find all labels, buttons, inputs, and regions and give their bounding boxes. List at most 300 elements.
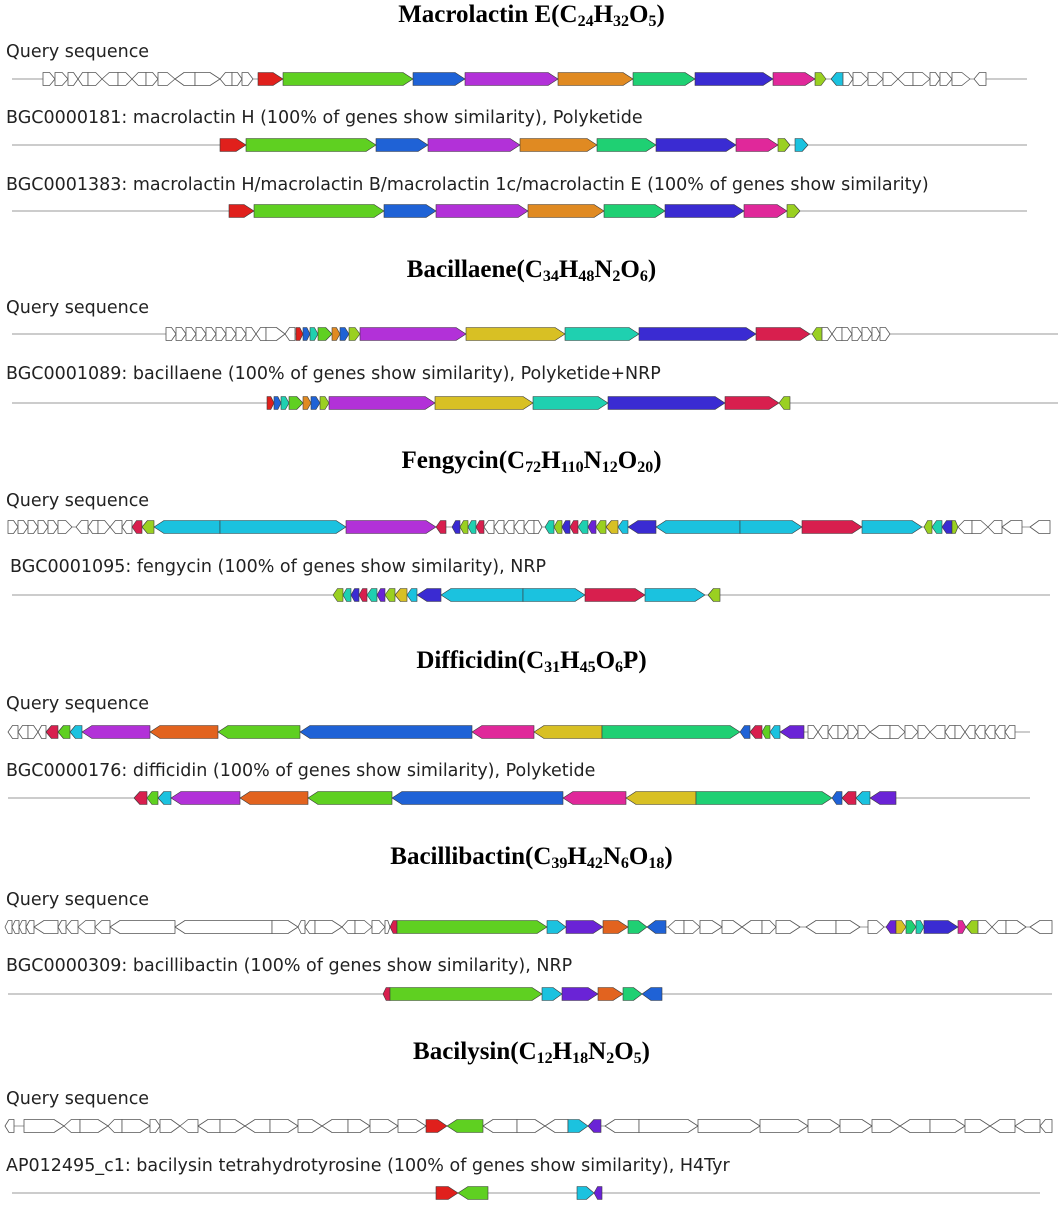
gene-arrow (78, 73, 88, 86)
gene-arrow (132, 73, 146, 86)
gene-arrow (346, 521, 436, 534)
formula-element: H (558, 256, 579, 283)
gene-arrow (332, 328, 340, 341)
gene-arrow (930, 726, 945, 739)
gene-arrow (880, 328, 890, 341)
gene-arrow (266, 328, 285, 341)
gene-arrow (18, 726, 28, 739)
gene-arrow (842, 328, 852, 341)
gene-arrow (122, 1120, 150, 1133)
gene-arrow (342, 921, 355, 934)
gene-arrow (570, 521, 578, 534)
gene-arrow (78, 921, 95, 934)
gene-arrow (778, 139, 790, 152)
gene-arrow (272, 921, 298, 934)
gene-arrow (578, 521, 588, 534)
gene-track (0, 583, 1063, 607)
gene-arrow (12, 921, 19, 934)
gene-arrow (985, 726, 995, 739)
gene-arrow (924, 921, 958, 934)
gene-arrow (64, 1120, 80, 1133)
formula (526, 647, 638, 674)
gene-arrow (795, 139, 808, 152)
gene-arrow (832, 792, 842, 805)
formula-element: O (614, 1038, 634, 1065)
gene-arrow (390, 921, 397, 934)
gene-track (0, 1114, 1063, 1138)
gene-arrow (8, 521, 18, 534)
gene-arrow (176, 328, 186, 341)
formula-element: N (602, 843, 621, 870)
gene-arrow (246, 139, 376, 152)
gene-arrow (602, 726, 740, 739)
gene-arrow (270, 1120, 298, 1133)
gene-arrow (146, 73, 158, 86)
gene-arrow (942, 521, 952, 534)
gene-arrow (484, 521, 494, 534)
gene-arrow (108, 1120, 122, 1133)
gene-arrow (132, 521, 142, 534)
formula-subscript: 2 (612, 268, 621, 285)
gene-arrow (34, 921, 58, 934)
formula-subscript: 34 (542, 268, 559, 285)
gene-arrow (232, 73, 242, 86)
gene-arrow (390, 988, 542, 1001)
gene-arrow (1030, 921, 1052, 934)
gene-arrow (695, 73, 773, 86)
gene-arrow (762, 921, 776, 934)
formula-element: O (629, 1, 649, 28)
gene-arrow (435, 397, 533, 410)
gene-arrow (852, 328, 862, 341)
gene-arrow (776, 921, 800, 934)
gene-arrow (303, 397, 311, 410)
gene-arrow (1030, 521, 1050, 534)
gene-arrow (838, 726, 848, 739)
gene-arrow (436, 521, 446, 534)
gene-arrow (930, 1120, 965, 1133)
gene-arrow (417, 589, 441, 602)
gene-arrow (468, 521, 476, 534)
gene-arrow (872, 1120, 900, 1133)
gene-arrow (524, 521, 534, 534)
track-label: AP012495_c1: bacilysin tetrahydrotyrosine (100% of genes show similarity), H4Tyr (6, 1156, 730, 1176)
formula-element: N (588, 1038, 607, 1065)
gene-arrow (952, 521, 958, 534)
track-label: BGC0001383: macrolactin H/macrolactin B/macrolactin 1c/macrolactin E (100% of genes show similarity) (6, 175, 929, 195)
formula-element: O (628, 843, 649, 870)
gene-arrow (428, 139, 520, 152)
gene-arrow (642, 988, 662, 1001)
gene-arrow (24, 1120, 64, 1133)
gene-track (0, 322, 1063, 346)
gene-arrow (392, 792, 563, 805)
gene-arrow (639, 328, 756, 341)
gene-arrow (58, 921, 66, 934)
formula-element: H (541, 447, 561, 474)
gene-arrow (385, 589, 395, 602)
gene-arrow (351, 589, 359, 602)
gene-arrow (150, 1120, 160, 1133)
gene-arrow (158, 792, 171, 805)
gene-arrow (110, 921, 175, 934)
gene-arrow (742, 921, 762, 934)
gene-arrow (802, 521, 862, 534)
gene-arrow (554, 521, 562, 534)
gene-arrow (82, 726, 150, 739)
gene-arrow (523, 589, 585, 602)
gene-arrow (645, 589, 705, 602)
gene-arrow (377, 589, 385, 602)
gene-arrow (246, 328, 256, 341)
formula-subscript: 6 (639, 268, 648, 285)
gene-arrow (886, 921, 896, 934)
gene-arrow (1040, 1120, 1052, 1133)
formula-element: O (617, 447, 638, 474)
gene-arrow (842, 792, 856, 805)
gene-arrow (28, 521, 38, 534)
gene-arrow (952, 73, 970, 86)
gene-arrow (465, 73, 558, 86)
gene-track (0, 982, 1063, 1006)
gene-arrow (596, 521, 606, 534)
gene-arrow (566, 921, 603, 934)
gene-arrow (311, 397, 320, 410)
formula-subscript: 6 (615, 659, 624, 676)
gene-arrow (862, 521, 922, 534)
gene-arrow (656, 139, 736, 152)
gene-arrow (18, 521, 28, 534)
gene-arrow (349, 328, 360, 341)
gene-arrow (476, 521, 484, 534)
gene-arrow (175, 921, 272, 934)
gene-arrow (760, 1120, 808, 1133)
gene-arrow (750, 726, 762, 739)
gene-track (0, 199, 1063, 223)
gene-arrow (832, 328, 842, 341)
gene-arrow (955, 726, 965, 739)
gene-arrow (407, 589, 417, 602)
formula-subscript: 2 (606, 1050, 615, 1067)
formula-element: P (623, 647, 639, 674)
formula-element: H (552, 1038, 573, 1065)
gene-arrow (322, 1120, 348, 1133)
gene-arrow (55, 73, 68, 86)
gene-arrow (70, 726, 82, 739)
gene-arrow (836, 921, 860, 934)
gene-arrow (483, 1120, 517, 1133)
gene-arrow (698, 1120, 760, 1133)
gene-arrow (102, 73, 118, 86)
track-label: Query sequence (6, 42, 150, 62)
gene-arrow (340, 328, 349, 341)
gene-arrow (441, 589, 523, 602)
gene-arrow (787, 205, 800, 218)
gene-arrow (355, 921, 372, 934)
gene-arrow (597, 139, 656, 152)
gene-arrow (305, 921, 315, 934)
gene-arrow (5, 1120, 14, 1133)
gene-arrow (274, 397, 281, 410)
track-label: Query sequence (6, 694, 150, 714)
formula (519, 1038, 642, 1065)
gene-arrow (436, 1187, 458, 1200)
gene-arrow (740, 726, 750, 739)
gene-arrow (186, 328, 196, 341)
gene-arrow (267, 397, 274, 410)
gene-arrow (945, 726, 955, 739)
formula-element: N (594, 256, 613, 283)
gene-track (0, 915, 1063, 939)
gene-track (0, 67, 1063, 91)
gene-arrow (256, 328, 266, 341)
gene-arrow (818, 726, 828, 739)
gene-arrow (808, 1120, 840, 1133)
gene-arrow (142, 521, 154, 534)
gene-arrow (958, 921, 966, 934)
gene-arrow (226, 328, 236, 341)
gene-arrow (545, 521, 554, 534)
gene-arrow (88, 521, 98, 534)
gene-arrow (633, 73, 695, 86)
gene-arrow (856, 792, 870, 805)
gene-arrow (175, 73, 195, 86)
gene-arrow (88, 73, 102, 86)
gene-arrow (281, 397, 289, 410)
track-label: BGC0000181: macrolactin H (100% of genes show similarity), Polyketide (6, 108, 643, 128)
gene-arrow (58, 726, 70, 739)
gene-arrow (5, 921, 12, 934)
formula-element: H (560, 647, 580, 674)
panel-title-bacillaene: $Bacillaene(C_{34}H_{48}N_2O_6)$ (406, 256, 657, 285)
gene-arrow (19, 921, 26, 934)
formula-subscript: 45 (579, 659, 596, 676)
gene-arrow (8, 726, 18, 739)
gene-arrow (883, 73, 898, 86)
gene-arrow (606, 521, 618, 534)
gene-arrow (563, 792, 626, 805)
gene-arrow (868, 73, 883, 86)
gene-arrow (285, 328, 295, 341)
gene-arrow (68, 73, 78, 86)
track-label: BGC0001095: fengycin (100% of genes show similarity), NRP (10, 557, 547, 577)
gene-arrow (872, 328, 880, 341)
gene-arrow (110, 521, 122, 534)
gene-arrow (656, 521, 740, 534)
gene-arrow (562, 988, 598, 1001)
panel-title-bacillibactin: $Bacillibactin(C_{39}H_{42}N_6O_{18})$ (390, 843, 673, 872)
gene-arrow (585, 589, 645, 602)
gene-arrow (870, 792, 896, 805)
gene-arrow (972, 521, 988, 534)
gene-arrow (773, 73, 815, 86)
panel-title-macrolactin: Macrolactin $E(C_{24}H_{32}O_5)$ (398, 1, 665, 30)
gene-arrow (534, 726, 602, 739)
gene-arrow (940, 73, 952, 86)
formula-element: C (518, 1038, 537, 1065)
gene-arrow (978, 921, 992, 934)
gene-arrow (639, 1120, 698, 1133)
gene-arrow (828, 726, 838, 739)
gene-arrow (628, 921, 647, 934)
gene-arrow (722, 921, 742, 934)
gene-track (0, 391, 1063, 415)
gene-arrow (315, 921, 342, 934)
gene-arrow (66, 921, 78, 934)
gene-arrow (628, 521, 656, 534)
gene-arrow (700, 921, 722, 934)
gene-arrow (258, 73, 283, 86)
gene-arrow (988, 521, 1002, 534)
formula-subscript: 31 (544, 659, 561, 676)
formula (525, 256, 648, 283)
gene-arrow (220, 73, 232, 86)
gene-track (0, 720, 1063, 744)
gene-arrow (452, 521, 460, 534)
gene-arrow (868, 921, 884, 934)
formula-subscript: 42 (586, 855, 603, 872)
gene-arrow (808, 726, 818, 739)
gene-arrow (577, 1187, 594, 1200)
formula-subscript: 12 (601, 459, 618, 476)
gene-arrow (740, 521, 802, 534)
gene-arrow (618, 521, 628, 534)
gene-arrow (254, 205, 384, 218)
gene-arrow (134, 792, 147, 805)
formula-subscript: 6 (620, 855, 629, 872)
gene-arrow (916, 921, 924, 934)
gene-arrow (848, 726, 858, 739)
gene-arrow (545, 1120, 568, 1133)
gene-arrow (245, 1120, 270, 1133)
gene-arrow (220, 1120, 245, 1133)
formula-subscript: 5 (633, 1050, 642, 1067)
gene-arrow (46, 726, 58, 739)
gene-arrow (831, 73, 843, 86)
gene-arrow (534, 521, 542, 534)
gene-arrow (26, 921, 34, 934)
track-label: Query sequence (6, 890, 150, 910)
gene-arrow (905, 726, 918, 739)
formula-element: H (593, 1, 614, 28)
formula-subscript: 12 (536, 1050, 553, 1067)
gene-arrow (594, 1187, 602, 1200)
gene-arrow (756, 328, 810, 341)
gene-arrow (218, 726, 300, 739)
gene-arrow (308, 792, 392, 805)
gene-arrow (28, 726, 38, 739)
gene-arrow (298, 921, 305, 934)
formula-subscript: 48 (578, 268, 595, 285)
gene-track (0, 133, 1063, 157)
gene-arrow (696, 792, 832, 805)
gene-arrow (329, 397, 435, 410)
gene-arrow (220, 139, 246, 152)
gene-arrow (990, 1120, 1015, 1133)
gene-arrow (216, 328, 226, 341)
formula (560, 1, 657, 28)
gene-arrow (395, 589, 407, 602)
gene-arrow (779, 397, 790, 410)
gene-arrow (744, 205, 787, 218)
gene-arrow (283, 73, 413, 86)
formula-subscript: 18 (648, 855, 665, 872)
gene-arrow (780, 726, 804, 739)
gene-arrow (154, 521, 220, 534)
gene-arrow (647, 921, 666, 934)
formula-element: C (533, 843, 552, 870)
gene-arrow (598, 988, 623, 1001)
gene-arrow (372, 921, 385, 934)
gene-arrow (604, 205, 665, 218)
gene-arrow (166, 328, 176, 341)
gene-arrow (890, 726, 905, 739)
gene-arrow (359, 589, 367, 602)
gene-arrow (843, 73, 853, 86)
gene-arrow (298, 1120, 322, 1133)
gene-arrow (196, 328, 206, 341)
gene-arrow (708, 589, 720, 602)
gene-arrow (932, 521, 942, 534)
gene-arrow (514, 521, 524, 534)
gene-arrow (966, 921, 978, 934)
gene-arrow (974, 73, 986, 86)
gene-arrow (198, 1120, 220, 1133)
gene-arrow (542, 988, 562, 1001)
panel-title-difficidin: $Difficidin(C_{31}H_{45}O_6P)$ (416, 647, 647, 676)
gene-arrow (460, 521, 468, 534)
gene-arrow (458, 1187, 488, 1200)
formula-element: H (567, 843, 587, 870)
formula-element: C (524, 256, 543, 283)
gene-arrow (806, 921, 836, 934)
gene-arrow (992, 921, 1006, 934)
gene-arrow (122, 521, 132, 534)
gene-arrow (626, 792, 696, 805)
gene-arrow (303, 328, 310, 341)
gene-arrow (565, 328, 639, 341)
gene-arrow (1006, 921, 1026, 934)
gene-arrow (736, 139, 778, 152)
gene-arrow (896, 921, 906, 934)
gene-arrow (318, 328, 332, 341)
gene-track (0, 1181, 1063, 1205)
formula-element: O (595, 647, 616, 674)
gene-arrow (229, 205, 254, 218)
gene-arrow (289, 397, 303, 410)
gene-arrow (242, 73, 253, 86)
gene-arrow (76, 521, 88, 534)
gene-arrow (870, 726, 890, 739)
formula-element: N (583, 447, 602, 474)
gene-arrow (348, 1120, 370, 1133)
gene-arrow (426, 1120, 447, 1133)
gene-arrow (1015, 1120, 1040, 1133)
gene-arrow (568, 1120, 588, 1133)
gene-arrow (958, 521, 972, 534)
gene-arrow (533, 397, 608, 410)
gene-arrow (360, 328, 466, 341)
track-label: Query sequence (6, 491, 150, 511)
gene-arrow (812, 328, 822, 341)
track-label: BGC0001089: bacillaene (100% of genes show similarity), Polyketide+NRP (6, 364, 661, 384)
gene-arrow (38, 521, 48, 534)
gene-arrow (588, 1120, 601, 1133)
formula-subscript: 32 (613, 13, 630, 30)
gene-arrow (517, 1120, 545, 1133)
track-label: BGC0000176: difficidin (100% of genes show similarity), Polyketide (6, 761, 596, 781)
gene-arrow (913, 73, 930, 86)
